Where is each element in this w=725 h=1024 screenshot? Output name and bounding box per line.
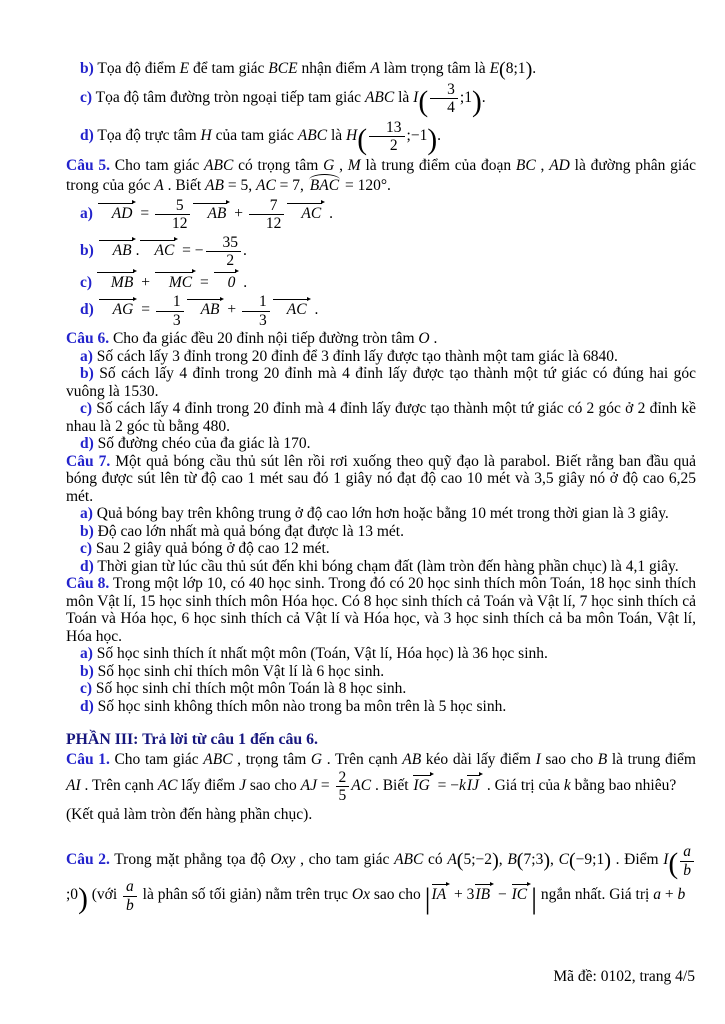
math-symbol: G bbox=[323, 156, 335, 174]
text-run: Quả bóng bay trên không trung ở độ cao lớn hơn hoặc bằng 10 mét trong thời gian là 3 giây. bbox=[96, 505, 669, 522]
vector-symbol: IG bbox=[412, 774, 433, 794]
vector-symbol: IJ bbox=[466, 774, 483, 794]
item-label: a) bbox=[80, 505, 93, 522]
fraction bbox=[206, 235, 242, 269]
fraction-denominator: 2 bbox=[369, 136, 405, 154]
text-run: . bbox=[532, 60, 537, 77]
text-run: bằng bao nhiêu? bbox=[570, 776, 677, 794]
text-run: Sau 2 giây quả bóng ở độ cao 12 mét. bbox=[95, 540, 330, 557]
item-label: Câu 2. bbox=[66, 851, 110, 869]
text-run: làm trọng tâm là bbox=[379, 60, 490, 77]
statement-6b bbox=[66, 365, 696, 400]
statement-7d bbox=[66, 558, 696, 576]
text-run: Tọa độ tâm đường tròn ngoại tiếp tam giác bbox=[95, 88, 365, 106]
text-run: = 5, bbox=[223, 177, 256, 194]
math-symbol: ABC bbox=[204, 156, 234, 174]
vector-symbol: AB bbox=[186, 298, 224, 318]
text-run: , bbox=[535, 156, 550, 174]
text-run: = 120°. bbox=[341, 177, 391, 194]
text-run: . Trên cạnh bbox=[322, 751, 403, 769]
text-run: Số cách lấy 3 đỉnh trong 20 đỉnh để 3 đỉnh lấy được tạo thành một tam giác là 6840. bbox=[96, 347, 618, 365]
delimiter: ( bbox=[568, 849, 576, 872]
text-run: . bbox=[135, 241, 140, 259]
question-p3-cau-1 bbox=[66, 751, 696, 804]
text-run: = bbox=[137, 301, 154, 319]
text-run: sao cho bbox=[540, 751, 598, 769]
fraction bbox=[123, 879, 137, 913]
text-run: Số cách lấy 4 đỉnh trong 20 đỉnh mà 4 đỉnh lấy được tạo thành một tứ giác có đúng hai góc vuông là 1530. bbox=[66, 365, 697, 400]
math-symbol: A bbox=[154, 177, 164, 194]
math-symbol: a bbox=[653, 886, 661, 904]
fraction-denominator: 3 bbox=[242, 311, 270, 329]
delimiter: ( bbox=[499, 58, 506, 81]
question-p3-cau-2 bbox=[66, 843, 696, 916]
text-run: là phân số tối giản) nằm trên trục bbox=[138, 886, 352, 904]
text-run: Số học sinh chỉ thích một môn Toán là 8 học sinh. bbox=[95, 680, 407, 697]
text-run: , bbox=[550, 851, 559, 869]
text-run: Một quả bóng cầu thủ sút lên rồi rơi xuống theo quỹ đạo là parabol. Biết rằng ban đầu quả bóng được sút lên từ độ cao 1 mét sau đó 1 giây nó đạt độ cao 10 mét và 3,5 giây nó ở độ cao 6,25 mét. bbox=[66, 452, 696, 505]
item-label: Câu 5. bbox=[66, 156, 110, 174]
item-label: c) bbox=[80, 400, 93, 417]
fraction-numerator: 5 bbox=[175, 196, 184, 214]
text-run: − bbox=[494, 886, 511, 904]
text-run: sao cho bbox=[245, 776, 301, 794]
fraction-numerator: 1 bbox=[259, 293, 267, 310]
vector-symbol: AC bbox=[272, 298, 311, 318]
fraction-numerator: 35 bbox=[222, 233, 239, 251]
spacer bbox=[66, 715, 696, 731]
math-symbol: Oxy bbox=[270, 851, 296, 869]
statement-7c bbox=[66, 540, 696, 558]
item-label: a) bbox=[80, 204, 93, 222]
math-symbol: AC bbox=[255, 177, 276, 194]
text-run: Trong một lớp 10, có 40 học sinh. Trong đó có 20 học sinh thích môn Toán, 18 học sinh thích môn Vật lí, 15 học sinh thích môn Hóa học. Có 8 học sinh thích cả Toán và Vật lí, 7 học sinh thích cả Toán và Hóa học, 6 học sinh thích cả Vật lí và Hóa học, và 3 học sinh thích cả ba môn Toán, Vật lí, Hóa học. bbox=[66, 575, 696, 645]
tall-delimiter: ( bbox=[357, 123, 368, 156]
tall-delimiter: ( bbox=[668, 848, 679, 881]
text-run: . Điểm bbox=[610, 851, 664, 869]
question-cau-5 bbox=[66, 157, 696, 195]
tall-delimiter: | bbox=[531, 883, 537, 916]
delimiter: ( bbox=[516, 849, 524, 872]
question-cau-6 bbox=[66, 330, 696, 348]
text-run: , bbox=[334, 156, 348, 174]
text-run: ;−1 bbox=[406, 126, 428, 144]
math-symbol: H bbox=[200, 126, 212, 144]
math-symbol: AB bbox=[205, 177, 224, 194]
text-run: + bbox=[223, 301, 241, 319]
math-symbol: Ox bbox=[351, 886, 370, 904]
text-run: = 7, bbox=[275, 177, 308, 194]
text-run: + 3 bbox=[450, 886, 475, 904]
text-run: . Biết bbox=[163, 177, 206, 194]
math-symbol: M bbox=[347, 156, 361, 174]
text-run: ;1 bbox=[459, 88, 472, 106]
text-run: . Biết bbox=[371, 776, 413, 794]
fraction bbox=[430, 82, 458, 116]
text-run: Cho đa giác đều 20 đỉnh nội tiếp đường tròn tâm bbox=[112, 330, 419, 347]
vector-symbol: AB bbox=[98, 239, 136, 259]
text-run: . bbox=[325, 204, 333, 222]
fraction-numerator: a bbox=[126, 878, 134, 896]
text-run: = bbox=[317, 776, 334, 794]
text-run: Số đường chéo của đa giác là 170. bbox=[97, 435, 311, 452]
item-label: Câu 1. bbox=[66, 751, 110, 769]
item-label: a) bbox=[80, 347, 93, 365]
item-label: d) bbox=[80, 557, 94, 575]
fraction-numerator: 13 bbox=[386, 118, 402, 136]
fraction bbox=[680, 844, 694, 878]
question-cau-7 bbox=[66, 453, 696, 506]
text-run: Tọa độ điểm bbox=[97, 60, 180, 77]
text-run: Thời gian từ lúc cầu thủ sút đến khi bóng chạm đất (làm tròn đến hàng phần chục) là 4,1 giây. bbox=[97, 557, 679, 575]
text-run: Độ cao lớn nhất mà quả bóng đạt được là 13 mét. bbox=[97, 522, 404, 540]
tall-delimiter: | bbox=[424, 883, 431, 916]
math-symbol: J bbox=[239, 776, 246, 794]
text-run: sao cho bbox=[369, 886, 425, 904]
math-symbol: k bbox=[459, 776, 466, 794]
text-run: = − bbox=[433, 776, 460, 794]
text-run: là trung điểm của đoạn bbox=[360, 156, 516, 174]
fraction-denominator: 4 bbox=[430, 98, 458, 116]
math-symbol: I bbox=[413, 88, 419, 106]
text-run: là bbox=[394, 88, 414, 106]
text-run: có bbox=[423, 851, 448, 869]
math-symbol: G bbox=[310, 751, 323, 769]
text-run: −9;1 bbox=[575, 851, 605, 869]
item-label: b) bbox=[80, 365, 94, 382]
text-run: kéo dài lấy điểm bbox=[421, 751, 536, 769]
vector-symbol: MC bbox=[154, 271, 196, 291]
text-run: là đường phân giác trong của góc bbox=[66, 156, 696, 194]
item-label: b) bbox=[80, 522, 94, 540]
statement-6c bbox=[66, 400, 696, 435]
text-run: nhận điểm bbox=[297, 60, 371, 77]
fraction-numerator: 3 bbox=[447, 80, 455, 98]
statement-5b bbox=[66, 234, 696, 269]
statement-top-b bbox=[66, 58, 696, 81]
text-run: = bbox=[136, 204, 153, 222]
statement-8d bbox=[66, 698, 696, 716]
math-symbol: I bbox=[535, 751, 541, 769]
fraction-numerator: 2 bbox=[338, 768, 347, 786]
math-symbol: A bbox=[370, 60, 380, 77]
delimiter: ) bbox=[543, 849, 551, 872]
statement-7b bbox=[66, 523, 696, 541]
page-footer: Mã đề: 0102, trang 4/5 bbox=[553, 968, 695, 985]
statement-8a bbox=[66, 645, 696, 663]
vector-symbol: AB bbox=[192, 202, 230, 222]
text-run: + bbox=[137, 273, 154, 291]
text-run: 8;1 bbox=[505, 60, 526, 77]
vector-symbol: IA bbox=[431, 883, 451, 903]
item-label: b) bbox=[80, 60, 94, 77]
math-symbol: A bbox=[447, 851, 457, 869]
text-run: . bbox=[243, 241, 247, 259]
text-run: có trọng tâm bbox=[233, 156, 324, 174]
vector-symbol: IC bbox=[511, 883, 532, 903]
tall-delimiter: ) bbox=[471, 85, 482, 118]
fraction-denominator: 5 bbox=[336, 786, 350, 804]
statement-top-c bbox=[66, 81, 696, 116]
text-run: Cho tam giác bbox=[114, 156, 205, 174]
text-run: 5;−2 bbox=[463, 851, 493, 869]
statement-6d bbox=[66, 435, 696, 453]
math-symbol: AJ bbox=[300, 776, 318, 794]
text-run: + bbox=[230, 204, 247, 222]
text-run: + bbox=[660, 886, 678, 904]
item-label: d) bbox=[80, 435, 94, 452]
text-run: Số cách lấy 4 đỉnh trong 20 đỉnh mà 4 đỉnh lấy được tạo thành một tứ giác có 2 góc ở 2 đỉnh kề nhau là 2 góc tù bằng 480. bbox=[66, 400, 696, 435]
fraction-denominator: 2 bbox=[206, 251, 242, 269]
item-label: d) bbox=[80, 301, 94, 319]
math-symbol: AD bbox=[549, 156, 570, 174]
text-run: 7;3 bbox=[523, 851, 544, 869]
fraction bbox=[369, 120, 405, 154]
spacer bbox=[66, 823, 696, 841]
note-rounding bbox=[66, 806, 696, 824]
text-run: để tam giác bbox=[189, 60, 269, 77]
statement-5a bbox=[66, 197, 696, 232]
math-symbol: O bbox=[418, 330, 430, 347]
math-symbol: ABC bbox=[297, 126, 328, 144]
exam-content bbox=[66, 57, 696, 915]
math-symbol: BCE bbox=[268, 60, 298, 77]
vector-symbol: IB bbox=[474, 883, 494, 903]
angle-arc-symbol: BAC bbox=[308, 174, 341, 194]
item-label: c) bbox=[80, 680, 93, 697]
text-run: (với bbox=[87, 886, 122, 904]
math-symbol: AB bbox=[402, 751, 422, 769]
vector-symbol: 0 bbox=[213, 271, 240, 291]
text-run: . Giá trị của bbox=[482, 776, 564, 794]
item-label: Câu 8. bbox=[66, 575, 110, 592]
text-run: = bbox=[196, 273, 213, 291]
math-symbol: k bbox=[563, 776, 571, 794]
item-label: a) bbox=[80, 645, 93, 662]
item-label: c) bbox=[80, 540, 93, 557]
text-run: ngắn nhất. Giá trị bbox=[536, 886, 654, 904]
math-symbol: b bbox=[677, 886, 686, 904]
item-label: d) bbox=[80, 126, 94, 144]
delimiter: ) bbox=[604, 849, 611, 872]
fraction-numerator: 1 bbox=[172, 293, 181, 310]
text-run: Trong mặt phẳng tọa độ bbox=[114, 851, 271, 869]
statement-8b bbox=[66, 663, 696, 681]
math-symbol: AI bbox=[66, 776, 81, 794]
math-symbol: ABC bbox=[203, 751, 233, 769]
statement-6a bbox=[66, 348, 696, 366]
math-symbol: AC bbox=[351, 776, 372, 794]
fraction-denominator: 12 bbox=[155, 214, 191, 232]
text-run: là trung điểm bbox=[607, 751, 696, 769]
vector-symbol: AC bbox=[139, 239, 178, 259]
math-symbol: B bbox=[597, 751, 608, 769]
section-heading-phan-3: PHẦN III: Trả lời từ câu 1 đến câu 6. bbox=[66, 731, 318, 748]
item-label: c) bbox=[80, 88, 93, 106]
delimiter: ( bbox=[456, 849, 464, 872]
text-run: Tọa độ trực tâm bbox=[97, 126, 201, 144]
fraction bbox=[155, 198, 191, 232]
text-run: , cho tam giác bbox=[295, 851, 395, 869]
text-run: Số học sinh không thích môn nào trong ba môn trên là 5 học sinh. bbox=[97, 697, 507, 715]
math-symbol: E bbox=[179, 60, 190, 77]
item-label: Câu 7. bbox=[66, 452, 111, 470]
fraction-denominator: 3 bbox=[156, 311, 184, 329]
fraction-denominator: b bbox=[680, 861, 694, 879]
text-run: ;0 bbox=[66, 886, 79, 904]
item-label: b) bbox=[80, 662, 94, 680]
math-symbol: AC bbox=[157, 776, 178, 794]
item-label: b) bbox=[80, 241, 94, 259]
statement-top-d bbox=[66, 119, 696, 154]
text-run: lấy điểm bbox=[177, 776, 240, 794]
tall-delimiter: ( bbox=[418, 85, 429, 118]
item-label: d) bbox=[80, 697, 94, 715]
text-run: . Trên cạnh bbox=[80, 776, 158, 794]
fraction bbox=[249, 198, 285, 232]
text-run: của tam giác bbox=[211, 126, 298, 144]
text-run: . bbox=[481, 88, 486, 106]
question-cau-8 bbox=[66, 575, 696, 645]
text-run: (Kết quả làm tròn đến hàng phần chục). bbox=[66, 805, 313, 823]
math-symbol: C bbox=[558, 851, 569, 869]
item-label: c) bbox=[80, 273, 93, 291]
text-run: . bbox=[429, 330, 438, 347]
fraction bbox=[336, 770, 350, 804]
statement-8c bbox=[66, 680, 696, 698]
math-symbol: B bbox=[507, 851, 517, 869]
fraction-denominator: 12 bbox=[249, 214, 285, 232]
delimiter: ) bbox=[525, 58, 533, 81]
text-run: Số học sinh chỉ thích môn Vật lí là 6 học sinh. bbox=[97, 662, 385, 680]
fraction-numerator: 7 bbox=[269, 196, 278, 214]
vector-symbol: AD bbox=[97, 202, 137, 222]
math-symbol: H bbox=[346, 126, 358, 144]
delimiter: ) bbox=[492, 849, 499, 872]
text-run: , trọng tâm bbox=[232, 751, 311, 769]
math-symbol: E bbox=[489, 60, 500, 77]
fraction-denominator: b bbox=[123, 896, 137, 914]
text-run: . bbox=[310, 301, 319, 319]
math-symbol: ABC bbox=[394, 851, 424, 869]
math-symbol: ABC bbox=[364, 88, 395, 106]
fraction bbox=[242, 294, 270, 328]
statement-7a bbox=[66, 505, 696, 523]
text-run: , bbox=[498, 851, 508, 869]
text-run: là bbox=[327, 126, 346, 144]
text-run: Số học sinh thích ít nhất một môn (Toán, Vật lí, Hóa học) là 36 học sinh. bbox=[96, 645, 548, 662]
tall-delimiter: ) bbox=[78, 883, 88, 916]
statement-5d bbox=[66, 293, 696, 328]
text-run: . bbox=[437, 126, 442, 144]
vector-symbol: AC bbox=[286, 202, 325, 222]
math-symbol: I bbox=[663, 851, 669, 869]
text-run: = − bbox=[178, 241, 204, 259]
math-symbol: BC bbox=[515, 156, 536, 174]
vector-symbol: MB bbox=[96, 271, 137, 291]
fraction-numerator: a bbox=[683, 843, 691, 861]
vector-symbol: AG bbox=[98, 298, 138, 318]
item-label: Câu 6. bbox=[66, 330, 110, 347]
statement-5c bbox=[66, 271, 696, 292]
fraction bbox=[156, 294, 184, 328]
text-run: Cho tam giác bbox=[114, 751, 204, 769]
text-run: . bbox=[239, 273, 248, 291]
tall-delimiter: ) bbox=[427, 123, 438, 156]
